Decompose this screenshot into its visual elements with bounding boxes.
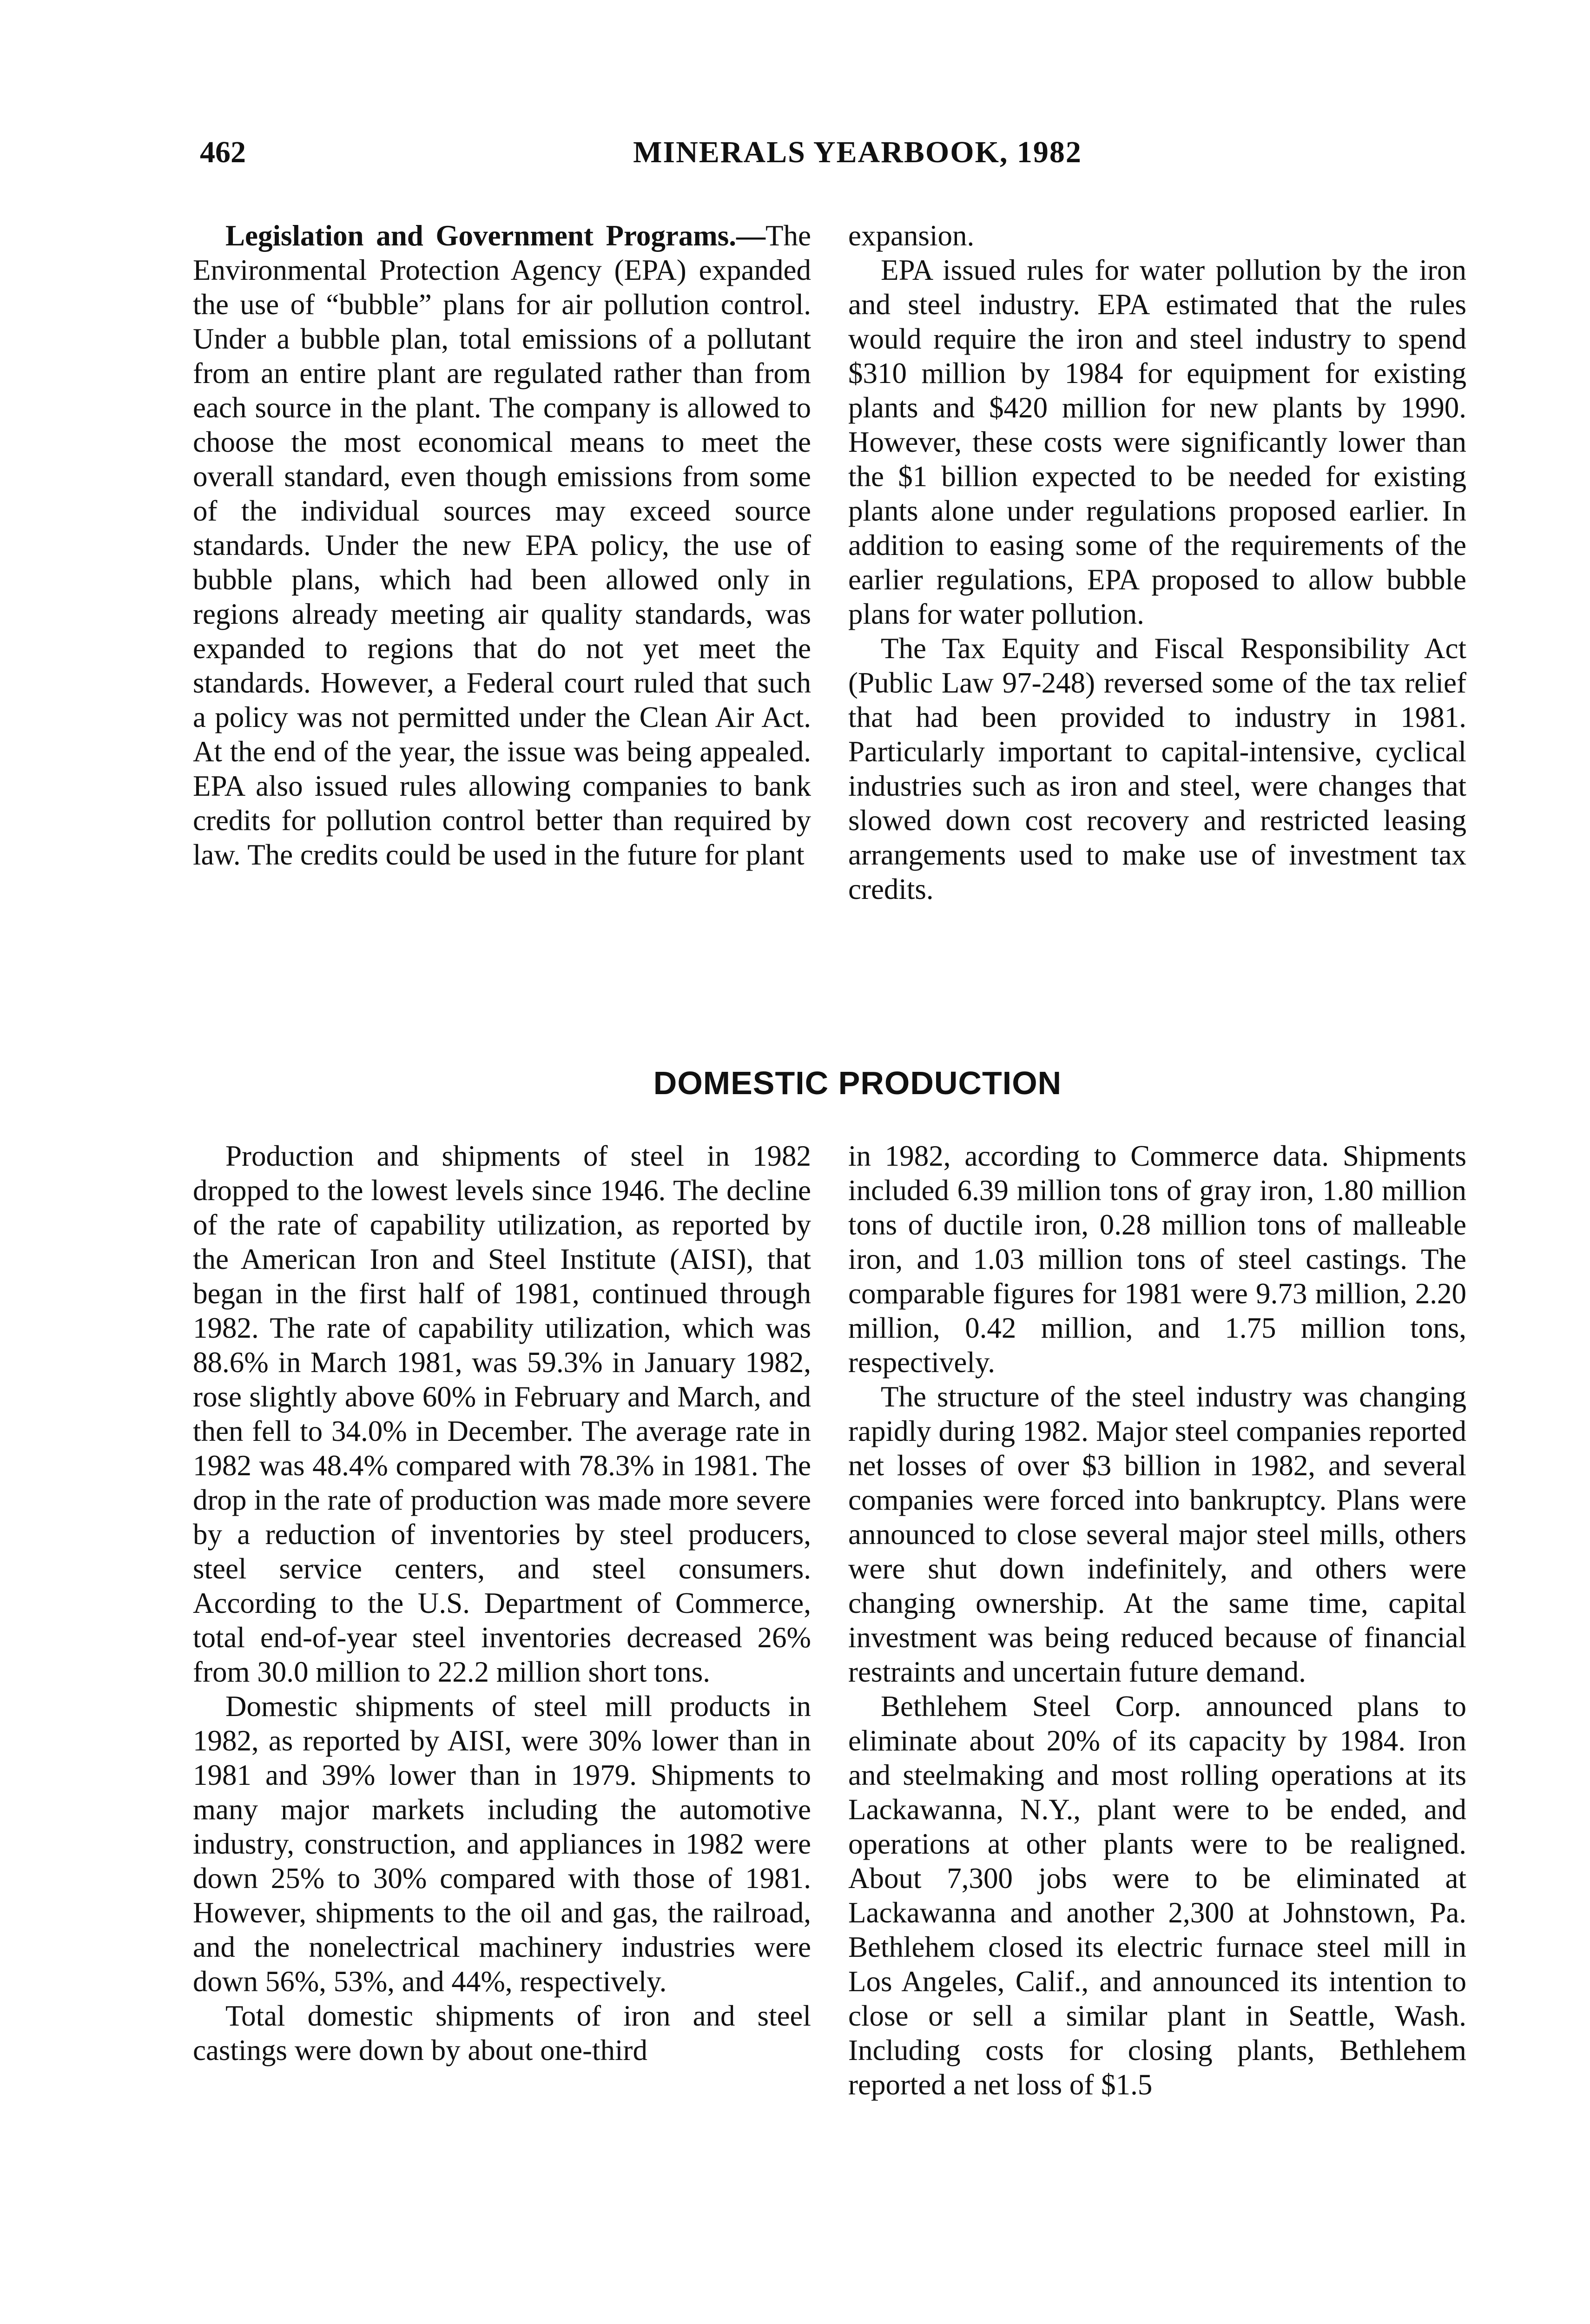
tax-act-paragraph: The Tax Equity and Fiscal Responsibility Act (Public Law 97-248) reversed some of the tax relief that had been provided to industry in 1981. Particularly important to capital-intensive, cyclical industries such as iron and steel, were changes that slowed down cost recovery and restricted leasing arrangements used to make use of investment tax credits. xyxy=(848,632,1466,905)
top-right-column xyxy=(848,218,1466,906)
castings-paragraph: Total domestic shipments of iron and steel castings were down by about one-third xyxy=(193,2000,811,2067)
continuation-paragraph: expansion. xyxy=(848,219,975,252)
run-in-heading: Legislation and Government Programs.— xyxy=(225,219,766,252)
paragraph-text: The Environmental Protection Agency (EPA) expanded the use of “bubble” plans for air pollution control. Under a bubble plan, total emissions of a pollutant from an entire plant are regulated rather than from each source in the plant. The company is allowed to choose the most economical means to meet the overall standard, even though emissions from some of the individual sources may exceed source standards. Under the new EPA policy, the use of bubble plans, which had been allowed only in regions already meeting air quality standards, was expanded to regions that do not yet meet the standards. However, a Federal court ruled that such a policy was not permitted under the Clean Air Act. At the end of the year, the issue was being appealed. EPA also issued rules allowing companies to bank credits for pollution control better than required by law. The credits could be used in the future for plant xyxy=(193,219,811,871)
continuation-paragraph: in 1982, according to Commerce data. Shipments included 6.39 million tons of gray iron, 1.80 million tons of ductile iron, 0.28 million tons of malleable iron, and 1.03 million tons of steel castings. The comparable figures for 1981 were 9.73 million, 2.20 million, 0.42 million, and 1.75 million tons, respectively. xyxy=(848,1140,1466,1379)
industry-structure-paragraph: The structure of the steel industry was changing rapidly during 1982. Major steel companies reported net losses of over $3 billion in 1982, and several companies were forced into bankruptcy. Plans were announced to close several major steel mills, others were shut down indefinitely, and others were changing ownership. At the same time, capital investment was being reduced because of financial restraints and uncertain future demand. xyxy=(848,1380,1466,1688)
legislation-paragraph xyxy=(193,218,811,872)
shipments-paragraph: Domestic shipments of steel mill products in 1982, as reported by AISI, were 30% lower than in 1981 and 39% lower than in 1979. Shipments to many major markets including the automotive industry, construction, and appliances in 1982 were down 25% to 30% compared with those of 1981. However, shipments to the oil and gas, the railroad, and the nonelectrical machinery industries were down 56%, 53%, and 44%, respectively. xyxy=(193,1690,811,1998)
bethlehem-paragraph: Bethlehem Steel Corp. announced plans to eliminate about 20% of its capacity by 1984. Iron and steelmaking and most rolling operations at its Lackawanna, N.Y., plant were to be ended, and operations at other plants were to be realigned. About 7,300 jobs were to be eliminated at Lackawanna and another 2,300 at Johnstown, Pa. Bethlehem closed its electric furnace steel mill in Los Angeles, Calif., and announced its intention to close or sell a similar plant in Seattle, Wash. Including costs for closing plants, Bethlehem reported a net loss of $1.5 xyxy=(848,1690,1466,2101)
running-title: MINERALS YEARBOOK, 1982 xyxy=(633,135,1082,169)
water-pollution-paragraph: EPA issued rules for water pollution by the iron and steel industry. EPA estimated that the rules would require the iron and steel industry to spend $310 million by 1984 for equipment for existing plants and $420 million for new plants by 1990. However, these costs were significantly lower than the $1 billion expected to be needed for existing plants alone under regulations proposed earlier. In addition to easing some of the requirements of the earlier regulations, EPA proposed to allow bubble plans for water pollution. xyxy=(848,254,1466,630)
page-number: 462 xyxy=(200,135,246,169)
bottom-right-column xyxy=(848,1139,1466,2102)
top-left-column xyxy=(193,218,811,872)
production-paragraph: Production and shipments of steel in 1982 dropped to the lowest levels since 1946. The decline of the rate of capability utilization, as reported by the American Iron and Steel Institute (AISI), that began in the first half of 1981, continued through 1982. The rate of capability utilization, which was 88.6% in March 1981, was 59.3% in January 1982, rose slightly above 60% in February and March, and then fell to 34.0% in December. The average rate in 1982 was 48.4% compared with 78.3% in 1981. The drop in the rate of production was made more severe by a reduction of inventories by steel producers, steel service centers, and steel consumers. According to the U.S. Department of Commerce, total end-of-year steel inventories decreased 26% from 30.0 million to 22.2 million short tons. xyxy=(193,1140,811,1688)
bottom-left-column xyxy=(193,1139,811,2067)
page-header xyxy=(186,135,1529,186)
section-heading: DOMESTIC PRODUCTION xyxy=(653,1065,1062,1101)
